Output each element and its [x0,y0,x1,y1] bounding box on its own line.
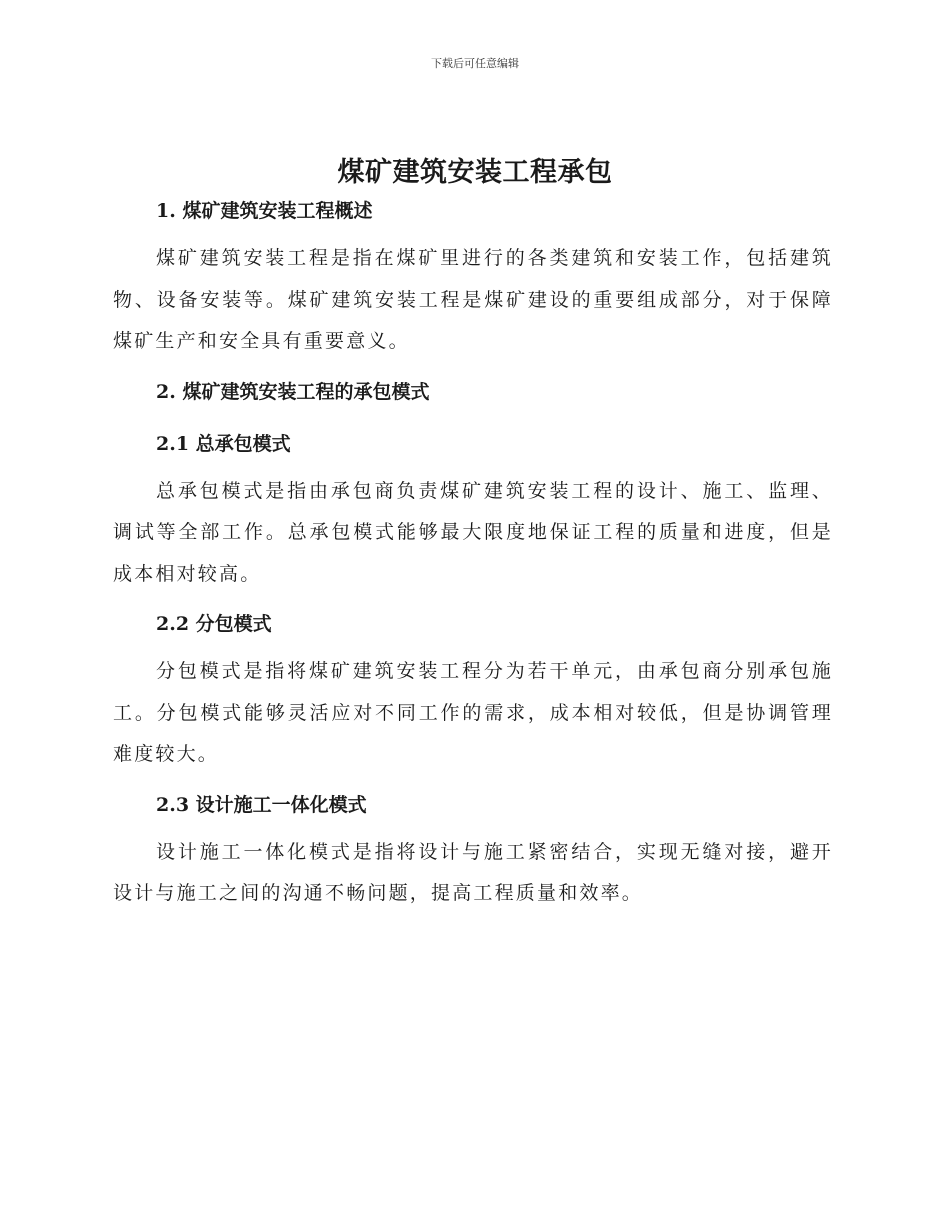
section-heading-2-1: 2.1 总承包模式 [156,432,291,455]
document-title: 煤矿建筑安装工程承包 [337,157,613,188]
document-body [113,196,833,915]
section-paragraph-1: 煤矿建筑安装工程是指在煤矿里进行的各类建筑和安装工作，包括建筑物、设备安装等。煤矿建筑安装工程是煤矿建设的重要组成部分，对于保障煤矿生产和安全具有重要意义。 [113,247,833,352]
section-paragraph-2-1: 总承包模式是指由承包商负责煤矿建筑安装工程的设计、施工、监理、调试等全部工作。总承包模式能够最大限度地保证工程的质量和进度，但是成本相对较高。 [113,479,833,585]
section-paragraph-2-2: 分包模式是指将煤矿建筑安装工程分为若干单元，由承包商分别承包施工。分包模式能够灵活应对不同工作的需求，成本相对较低，但是协调管理难度较大。 [113,660,833,765]
section-heading-1: 1. 煤矿建筑安装工程概述 [156,200,373,222]
section-heading-2: 2. 煤矿建筑安装工程的承包模式 [156,380,430,403]
section-heading-2-2: 2.2 分包模式 [156,613,272,635]
header-note: 下载后可任意编辑 [431,57,519,70]
section-heading-2-3: 2.3 设计施工一体化模式 [156,793,367,816]
section-paragraph-2-3: 设计施工一体化模式是指将设计与施工紧密结合，实现无缝对接，避开设计与施工之间的沟通不畅问题，提高工程质量和效率。 [113,840,833,904]
